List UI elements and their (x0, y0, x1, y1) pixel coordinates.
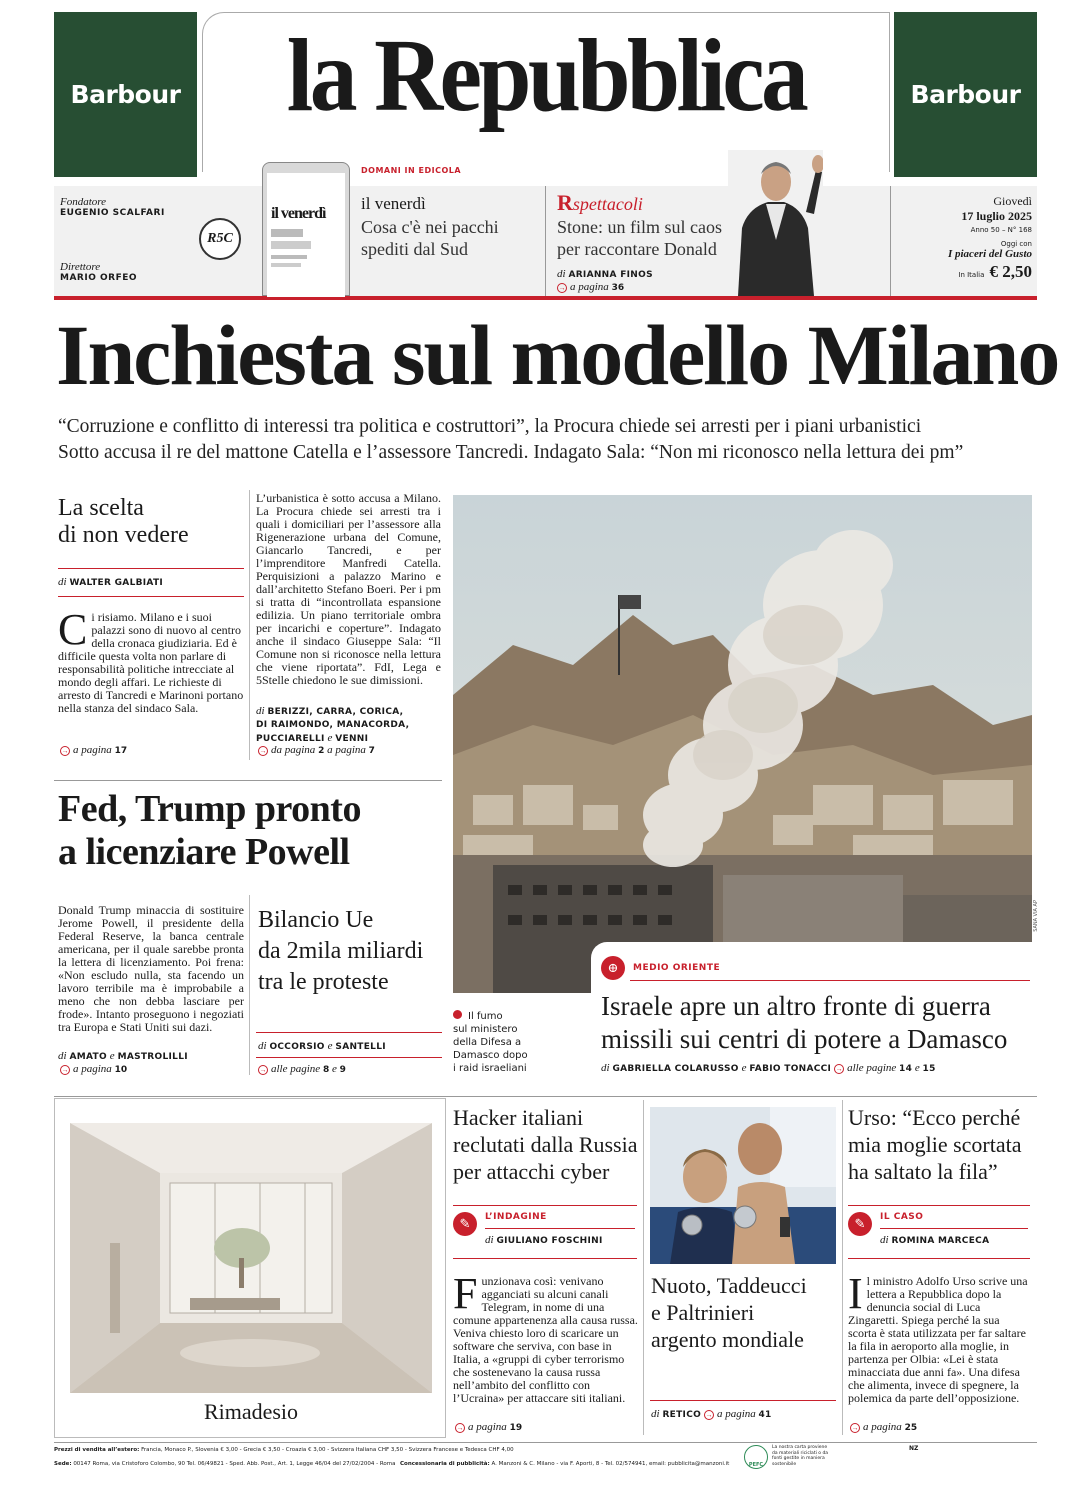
arrow-icon: → (259, 747, 267, 755)
middle-east-kicker: ⊕ MEDIO ORIENTE (601, 956, 720, 980)
today-with: Oggi con (1000, 240, 1032, 248)
nuoto-headline[interactable]: Nuoto, Taddeucci e Paltrinieri argento mondiale (651, 1273, 807, 1352)
promo-divider (545, 186, 546, 296)
footer-rule (54, 1442, 1037, 1443)
bilancio-byline: di OCCORSIO e SANTELLI (258, 1040, 386, 1052)
spettacoli-section: spettacoli (572, 194, 643, 214)
ad-rimadesio[interactable] (54, 1098, 446, 1438)
bilancio-pageref[interactable]: → alle pagine 8 e 9 (259, 1063, 346, 1075)
footer-ads: Concessionaria di pubblicità: A. Manzoni & C. Milano - via F. Aporti, 8 - Tel. 02/574941, email: pubblicita@manzoni.it (400, 1461, 730, 1467)
footer-nz: NZ (909, 1445, 919, 1452)
date-block (902, 194, 1032, 282)
supplement: I piaceri del Gusto (947, 248, 1032, 260)
paper-note: La nostra carta proviene da materiali riciclati o da fonti gestite in maniera sostenibile (772, 1445, 829, 1467)
middle-east-rule (630, 980, 1030, 981)
arrow-icon: → (851, 1424, 859, 1432)
hacker-body: Funzionava così: venivano agganciati su alcuni canali Telegram, in nome di una comune appartenenza alla causa russa. Veniva chiesto loro di scaricare un software che serviva, con base in Italia, a «gruppi di cyber terrorismo che sostenevano la causa russa nell’ambito del conflitto con l’Ucraina» per attaccare siti italiani. (453, 1269, 638, 1405)
issue-number: Anno 50 – N° 168 (970, 226, 1032, 234)
price-label: In Italia (958, 271, 985, 279)
director-name: MARIO ORFEO (60, 273, 138, 283)
footer-prices: Prezzi di vendita all’estero: Francia, Monaco P., Slovenia € 3,00 - Grecia € 3,50 - Croazia € 3,00 - Svizzera Italiana CHF 3,50 - Svizzera Francese e Tedesca CHF 4,00 (54, 1447, 514, 1453)
price: € 2,50 (989, 262, 1032, 281)
pefc-logo: PEFC (744, 1445, 768, 1469)
footer-seat: Sede: 00147 Roma, via Cristoforo Colombo, 90 Tel. 06/49821 - Sped. Abb. Post., Art. 1, Legge 46/04 del 27/02/2004 - Roma (54, 1461, 396, 1467)
case-icon: ✎ (848, 1212, 872, 1236)
lead-body: L’urbanistica è sotto accusa a Milano. La Procura chiede sei arresti tra i quali i domiciliari per l’assessore alla Rigenerazione urbana del Comune, Giancarlo Tancredi, e per l’imprenditore Manfredi Catella. Perquisizioni a palazzo Marino e dall’architetto Stefano Boeri. Per i pm si tratta di “incontrollata espansione edilizia. Un piano territoriale ombra per incarichi e coperture”. Indagato anche il sindaco Giuseppe Sala: “Il Comune non si riconosce nella lettura che viene riportata”. FdI, Lega e 5Stelle chiedono le sue dimissioni. (256, 491, 441, 687)
arrow-icon: → (61, 1066, 69, 1074)
hacker-kicker: ✎ L’INDAGINE di GIULIANO FOSCHINI (453, 1212, 635, 1246)
swimmers-photo[interactable] (650, 1107, 836, 1264)
middle-east-byline: di GABRIELLA COLARUSSO e FABIO TONACCI → alle pagine 14 e 15 (601, 1062, 936, 1074)
spettacoli-teaser[interactable]: Stone: un film sul caos per raccontare Donald (557, 217, 722, 259)
globe-icon: ⊕ (601, 956, 625, 980)
editorial-rule-2 (58, 596, 244, 597)
rimadesio-brand: Rimadesio (203, 1399, 299, 1424)
hacker-pageref[interactable]: → a pagina 19 (456, 1421, 523, 1433)
arrow-icon: → (558, 284, 566, 292)
venerdi-title[interactable]: il venerdì (361, 194, 426, 213)
damascus-smoke-photo[interactable] (453, 495, 1032, 993)
bilancio-rule-2 (256, 1057, 442, 1058)
section-rule-1 (54, 780, 442, 781)
urso-rule (848, 1205, 1030, 1206)
founder-name: EUGENIO SCALFARI (60, 208, 165, 218)
spettacoli-byline (557, 268, 653, 280)
masthead[interactable]: la Repubblica (286, 18, 806, 133)
investigation-icon: ✎ (453, 1212, 477, 1236)
dropcap: F (453, 1269, 478, 1318)
urso-headline[interactable]: Urso: “Ecco perché mia moglie scortata ha saltato la fila” (848, 1105, 1022, 1184)
venerdi-thumbnail[interactable] (262, 162, 350, 296)
by-prefix: di (557, 268, 566, 280)
urso-pageref[interactable]: → a pagina 25 (851, 1421, 918, 1433)
editorial-title[interactable]: La scelta di non vedere (58, 495, 189, 548)
arrow-icon: → (259, 1066, 267, 1074)
section-rule-2 (54, 1096, 1037, 1097)
urso-kicker: ✎ IL CASO di ROMINA MARCECA (848, 1212, 1028, 1246)
lead-headline[interactable]: Inchiesta sul modello Milano (56, 307, 1059, 403)
col-divider-1 (249, 490, 250, 760)
editorial-pageref[interactable]: → a pagina 17 (61, 744, 128, 756)
editorial-body: Ci risiamo. Milano e i suoi palazzi sono di nuovo al centro della cronaca giudiziaria. Ed è difficile questa volta non parlare di responsabilità politiche intrecciate al mondo degli affari. Le richieste di arresto di Tancredi e Marinoni portano nella stanza del sindaco Sala. (58, 605, 244, 715)
bilancio-headline[interactable]: Bilancio Ue da 2mila miliardi tra le proteste (258, 907, 424, 995)
nuoto-byline: di RETICO → a pagina 41 (651, 1408, 772, 1420)
spettacoli-pageref[interactable]: → a pagina 36 (558, 281, 625, 293)
fed-byline: di AMATO e MASTROLILLI (58, 1050, 188, 1062)
arrow-icon: → (456, 1424, 464, 1432)
dropcap: I (848, 1269, 863, 1318)
urso-body: Il ministro Adolfo Urso scrive una lettera a Repubblica dopo la denuncia social di Luca Zingaretti. Spiega perché la sua scorta è stata utilizzata per far saltare la fila in aeroporto alla moglie, in partenza per Olbia: «Lei è stata minacciata due anni fa». Una difesa che alimenta, invece di spegnere, la polemica da parte dell’opposizione. (848, 1269, 1028, 1405)
tomorrow-label: DOMANI IN EDICOLA (361, 166, 462, 175)
col-divider-2 (249, 895, 250, 1075)
oliver-stone-photo (728, 150, 823, 296)
urso-rule-2 (848, 1258, 1030, 1259)
photo-credit: SANA VIA AP (1033, 900, 1039, 932)
dropcap: C (58, 605, 88, 654)
middle-east-headline[interactable]: Israele apre un altro fronte di guerra missili sui centri di potere a Damasco (601, 991, 1008, 1054)
lead-deck-2: Sotto accusa il re del mattone Catella e l’assessore Tancredi. Indagato Sala: “Non mi riconosco nella lettura dei pm” (58, 442, 964, 463)
venerdi-teaser[interactable]: Cosa c'è nei pacchi spediti dal Sud (361, 217, 499, 259)
director-block (60, 261, 137, 283)
promo-divider-right (890, 186, 891, 296)
date-day: Giovedì (993, 194, 1032, 208)
editorial-byline: di WALTER GALBIATI (58, 576, 164, 588)
spettacoli-r-logo: R (557, 190, 573, 215)
author: ARIANNA FINOS (568, 270, 653, 280)
founder-label: Fondatore (60, 196, 107, 208)
col-divider-3 (643, 1100, 644, 1435)
founder-block (60, 196, 165, 218)
arrow-icon: → (835, 1065, 843, 1073)
ad-barbour-left[interactable]: Barbour (54, 12, 197, 177)
editorial-rule (58, 568, 244, 569)
rimadesio-interior-image (70, 1123, 432, 1393)
director-label: Direttore (60, 261, 101, 273)
fed-body: Donald Trump minaccia di sostituire Jerome Powell, il presidente della Federal Reserve, la banca centrale americana, per il quale sarebbe pronta la lettera di licenziamento. Poi frena: «Non escludo nulla, sta facendo un lavoro terribile ma è improbabile a meno che non debba lasciare per frode». Intanto proseguono i negoziati tra Europa e Stati Uniti sui dazi. (58, 903, 244, 1034)
hacker-rule-2 (453, 1258, 637, 1259)
photo-caption: Il fumo sul ministero della Difesa a Damasco dopo i raid israeliani (453, 1011, 528, 1074)
nuoto-rule (650, 1400, 836, 1401)
lead-byline: di BERIZZI, CARRA, CORICA, DI RAIMONDO, MANACORDA, PUCCIARELLI e VENNI (256, 705, 410, 744)
hacker-headline[interactable]: Hacker italiani reclutati dalla Russia per attacchi cyber (453, 1105, 638, 1184)
ad-barbour-right[interactable]: Barbour (894, 12, 1037, 177)
date: 17 luglio 2025 (961, 209, 1032, 223)
r5c-badge: R5C (199, 218, 241, 260)
fed-headline[interactable]: Fed, Trump pronto a licenziare Powell (58, 788, 361, 873)
caption-marker-icon (453, 1010, 462, 1019)
lead-pageref[interactable]: → da pagina 2 a pagina 7 (259, 744, 375, 756)
arrow-icon: → (61, 747, 69, 755)
hacker-rule (453, 1205, 637, 1206)
spettacoli-label[interactable] (557, 190, 643, 216)
bilancio-rule (256, 1032, 442, 1033)
col-divider-4 (842, 1100, 843, 1435)
fed-pageref[interactable]: → a pagina 10 (61, 1063, 128, 1075)
lead-deck-1: “Corruzione e conflitto di interessi tra politica e costruttori”, la Procura chiede sei arresti per i piani urbanistici (58, 416, 922, 437)
venerdi-logo: il venerdì (271, 205, 326, 222)
arrow-icon: → (705, 1411, 713, 1419)
